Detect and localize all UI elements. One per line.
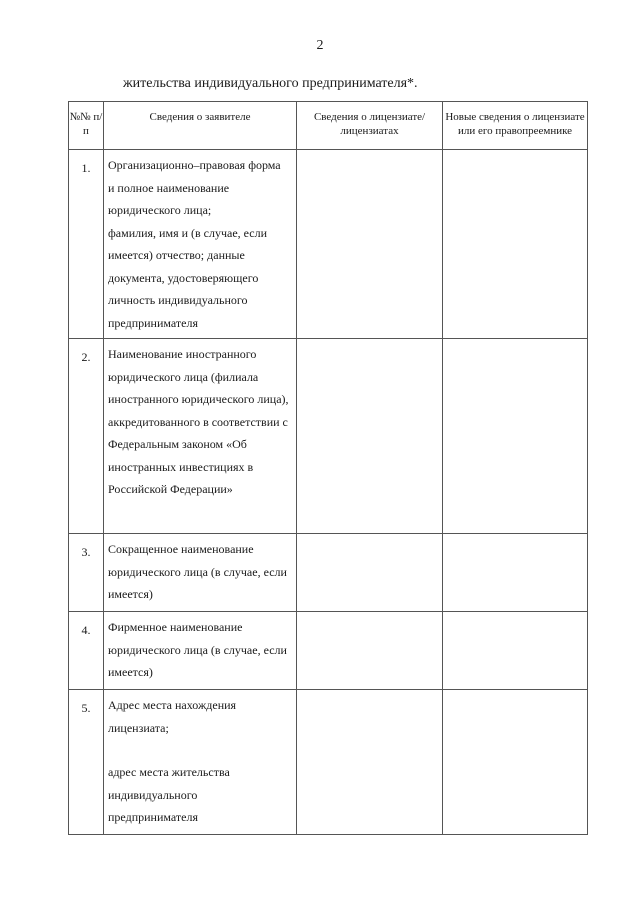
row-paragraph: Адрес места нахождения лицензиата; — [108, 698, 237, 735]
row-description — [104, 690, 297, 835]
licensee-info-table — [68, 101, 588, 835]
intro-text: жительства индивидуального предпринимателя*. — [123, 76, 418, 91]
row-paragraph: Фирменное наименование юридического лица (в случае, если имеется) — [108, 620, 287, 679]
header-applicant-info: Сведения о заявителе — [104, 102, 297, 150]
row-description — [104, 612, 297, 690]
row-description — [104, 534, 297, 612]
header-new-licensee-info: Новые сведения о лицензиате или его правопреемнике — [443, 102, 588, 150]
table-row — [69, 690, 588, 835]
row-paragraph: фамилия, имя и (в случае, если имеется) отчество; данные документа, удостоверяющего личность индивидуального предпринимателя — [108, 225, 268, 330]
row-number: 5. — [69, 690, 104, 835]
header-number: №№ п/п — [69, 102, 104, 150]
page-number: 2 — [316, 38, 324, 53]
table-row — [69, 150, 588, 339]
row-description — [104, 150, 297, 339]
header-licensee-info: Сведения о лицензиате/лицензиатах — [297, 102, 443, 150]
table-header-row — [69, 102, 588, 150]
licensee-info-cell[interactable] — [297, 534, 443, 612]
row-number: 1. — [69, 150, 104, 339]
row-number: 4. — [69, 612, 104, 690]
row-paragraph: Сокращенное наименование юридического лица (в случае, если имеется) — [108, 542, 287, 601]
row-number: 2. — [69, 339, 104, 534]
table-row — [69, 612, 588, 690]
new-info-cell[interactable] — [443, 534, 588, 612]
new-info-cell[interactable] — [443, 612, 588, 690]
licensee-info-cell[interactable] — [297, 339, 443, 534]
new-info-cell[interactable] — [443, 339, 588, 534]
table-row — [69, 534, 588, 612]
new-info-cell[interactable] — [443, 690, 588, 835]
row-number: 3. — [69, 534, 104, 612]
new-info-cell[interactable] — [443, 150, 588, 339]
row-description — [104, 339, 297, 534]
row-paragraph: Наименование иностранного юридического лица (филиала иностранного юридического лица), аккредитованного в соответствии с Федеральным законом «Об иностранных инвестициях в Российской Федерации» — [108, 347, 289, 496]
table-row — [69, 339, 588, 534]
licensee-info-cell[interactable] — [297, 612, 443, 690]
licensee-info-cell[interactable] — [297, 150, 443, 339]
licensee-info-cell[interactable] — [297, 690, 443, 835]
row-paragraph: адрес места жительства индивидуального предпринимателя — [108, 765, 230, 824]
row-paragraph: Организационно–правовая форма и полное наименование юридического лица; — [108, 158, 281, 217]
